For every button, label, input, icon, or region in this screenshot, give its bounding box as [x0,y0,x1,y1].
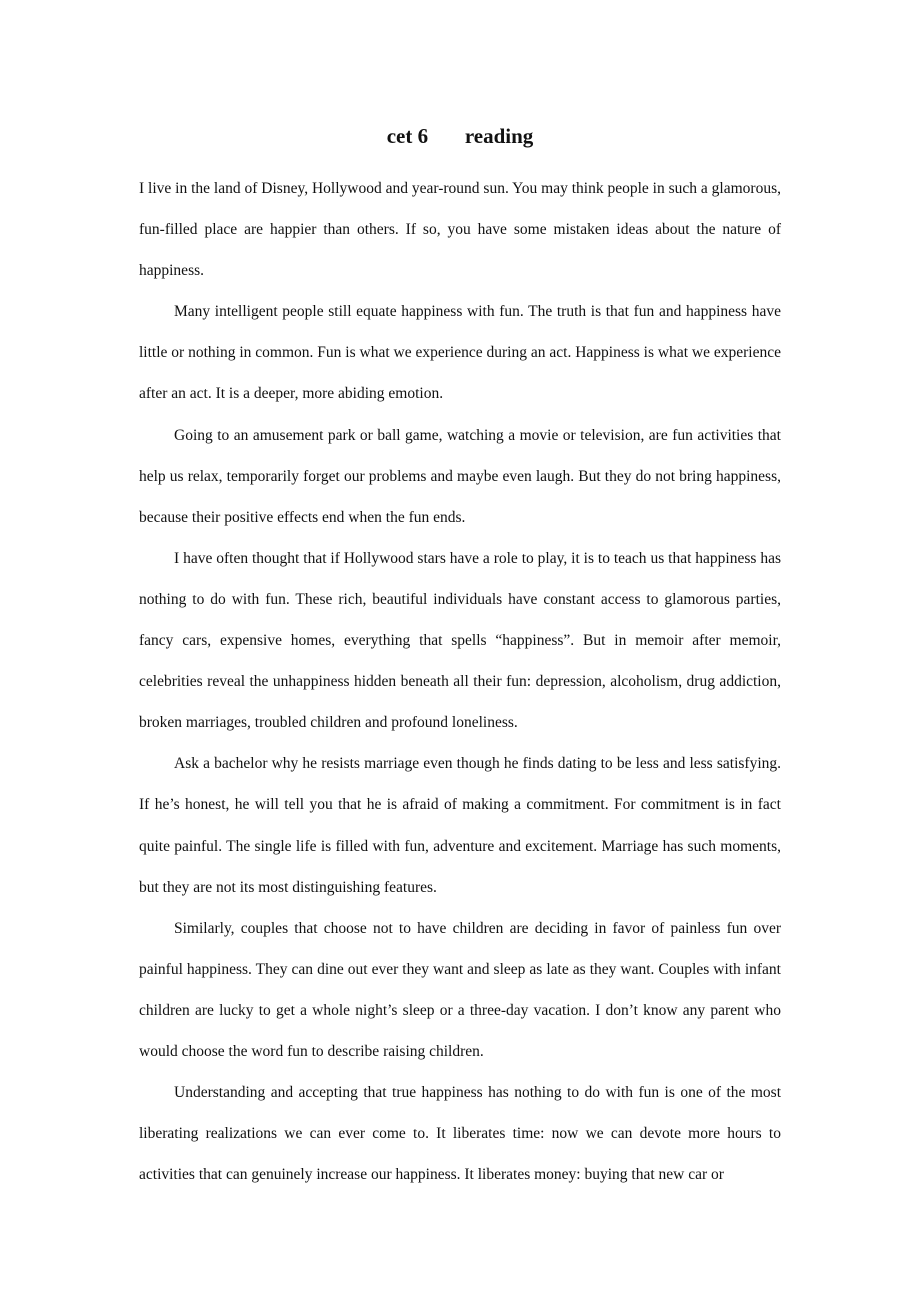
paragraph-7: Understanding and accepting that true happiness has nothing to do with fun is one of the most liberating realizations we can ever come to. It liberates time: now we can devote more hours to activities that can genuinely increase our happiness. It liberates money: buying that new car or [139,1084,781,1184]
paragraph-6: Similarly, couples that choose not to have children are deciding in favor of painless fun over painful happiness. They can dine out ever they want and sleep as late as they want. Couples with infant children are lucky to get a whole night’s sleep or a three-day vacation. I don’t know any parent who would choose the word fun to describe raising children. [139,919,781,1060]
paragraph-3: Going to an amusement park or ball game, watching a movie or television, are fun activities that help us relax, temporarily forget our problems and maybe even laugh. But they do not bring happiness, because their positive effects end when the fun ends. [139,426,781,526]
article-body [139,168,781,1195]
paragraph-4: I have often thought that if Hollywood stars have a role to play, it is to teach us that happiness has nothing to do with fun. These rich, beautiful individuals have constant access to glamorous parties, fancy cars, expensive homes, everything that spells “happiness”. But in memoir after memoir, celebrities reveal the unhappiness hidden beneath all their fun: depression, alcoholism, drug addiction, broken marriages, troubled children and profound loneliness. [139,549,781,732]
paragraph-1: I live in the land of Disney, Hollywood and year-round sun. You may think people in such a glamorous, fun-filled place are happier than others. If so, you have some mistaken ideas about the nature of happiness. [139,180,781,280]
paragraph-5: Ask a bachelor why he resists marriage even though he finds dating to be less and less satisfying. If he’s honest, he will tell you that he is afraid of making a commitment. For commitment is in fact quite painful. The single life is filled with fun, adventure and excitement. Marriage has such moments, but they are not its most distinguishing features. [139,755,781,896]
page-title: cet 6 reading [386,124,534,148]
paragraph-2: Many intelligent people still equate happiness with fun. The truth is that fun and happiness have little or nothing in common. Fun is what we experience during an act. Happiness is what we experience after an act. It is a deeper, more abiding emotion. [139,303,781,403]
